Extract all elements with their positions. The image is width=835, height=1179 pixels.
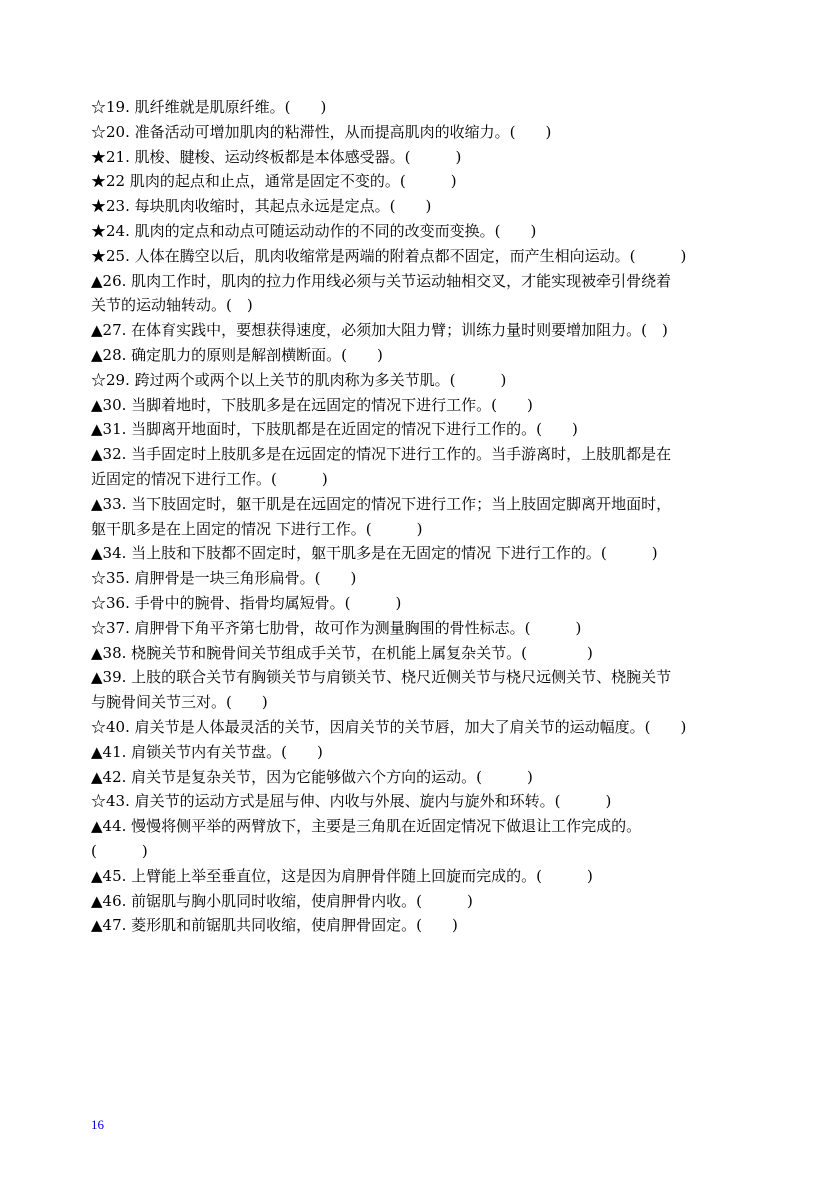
question-line: ☆36. 手骨中的腕骨、指骨均属短骨。( ): [91, 593, 402, 612]
question-line: ★24. 肌肉的定点和动点可随运动动作的不同的改变而变换。( ): [91, 221, 537, 240]
question-line: ▲44. 慢慢将侧平举的两臂放下，主要是三角肌在近固定情况下做退让工作完成的。: [91, 817, 642, 836]
question-line: ☆43. 肩关节的运动方式是屈与伸、内收与外展、旋内与旋外和环转。( ): [91, 792, 612, 811]
question-line: ▲41. 肩锁关节内有关节盘。( ): [91, 742, 323, 761]
question-line: ☆40. 肩关节是人体最灵活的关节，因肩关节的关节唇，加大了肩关节的运动幅度。( ): [91, 717, 687, 736]
question-line: ▲30. 当脚着地时，下肢肌多是在远固定的情况下进行工作。( ): [91, 395, 533, 414]
question-line-continuation: 近固定的情况下进行工作。( ): [91, 469, 328, 488]
question-line: ▲31. 当脚离开地面时，下肢肌都是在近固定的情况下进行工作的。( ): [91, 420, 578, 439]
question-line: ▲46. 前锯肌与胸小肌同时收缩，使肩胛骨内收。( ): [91, 891, 473, 910]
question-line: ★22 肌肉的起点和止点，通常是固定不变的。( ): [91, 172, 457, 191]
question-line-continuation: 关节的运动轴转动。( ): [91, 296, 253, 315]
page-number: 16: [91, 1117, 104, 1132]
question-line: ☆35. 肩胛骨是一块三角形扁骨。( ): [91, 569, 357, 588]
question-line: ▲42. 肩关节是复杂关节，因为它能够做六个方向的运动。( ): [91, 767, 533, 786]
question-line: ▲38. 桡腕关节和腕骨间关节组成手关节，在机能上属复杂关节。( ): [91, 643, 593, 662]
question-line: ▲39. 上肢的联合关节有胸锁关节与肩锁关节、桡尺近侧关节与桡尺远侧关节、桡腕关节: [91, 668, 672, 687]
question-line: ☆19. 肌纤维就是肌原纤维。( ): [91, 98, 327, 116]
question-line: ★25. 人体在腾空以后，肌肉收缩常是两端的附着点都不固定，而产生相向运动。( ): [91, 246, 687, 265]
question-line: ★23. 每块肌肉收缩时，其起点永远是定点。( ): [91, 197, 432, 216]
question-line: ▲32. 当手固定时上肢肌多是在远固定的情况下进行工作的。当手游离时，上肢肌都是在: [91, 445, 672, 464]
question-list: [91, 95, 753, 938]
question-line: ▲34. 当上肢和下肢都不固定时，躯干肌多是在无固定的情况 下进行工作的。( ): [91, 544, 658, 563]
question-line: ▲26. 肌肉工作时，肌肉的拉力作用线必须与关节运动轴相交叉，才能实现被牵引骨绕着: [91, 271, 672, 290]
question-line: ☆37. 肩胛骨下角平齐第七肋骨，故可作为测量胸围的骨性标志。( ): [91, 618, 582, 637]
question-line: ▲45. 上臂能上举至垂直位，这是因为肩胛骨伴随上回旋而完成的。( ): [91, 866, 593, 885]
question-line-continuation: ( ): [91, 841, 148, 860]
question-line: ★21. 肌梭、腱梭、运动终板都是本体感受器。( ): [91, 147, 462, 166]
question-line: ▲28. 确定肌力的原则是解剖横断面。( ): [91, 345, 383, 364]
question-line: ▲27. 在体育实践中，要想获得速度，必须加大阻力臂；训练力量时则要增加阻力。( ): [91, 321, 668, 340]
question-line: ▲33. 当下肢固定时，躯干肌是在远固定的情况下进行工作；当上肢固定脚离开地面时，: [91, 494, 672, 513]
question-line: ▲47. 菱形肌和前锯肌共同收缩，使肩胛骨固定。( ): [91, 916, 458, 935]
question-line-continuation: 躯干肌多是在上固定的情况 下进行工作。( ): [91, 519, 423, 538]
question-line: ☆29. 跨过两个或两个以上关节的肌肉称为多关节肌。( ): [91, 370, 507, 389]
question-line-continuation: 与腕骨间关节三对。( ): [91, 693, 268, 712]
question-line: ☆20. 准备活动可增加肌肉的粘滞性，从而提高肌肉的收缩力。( ): [91, 122, 552, 141]
